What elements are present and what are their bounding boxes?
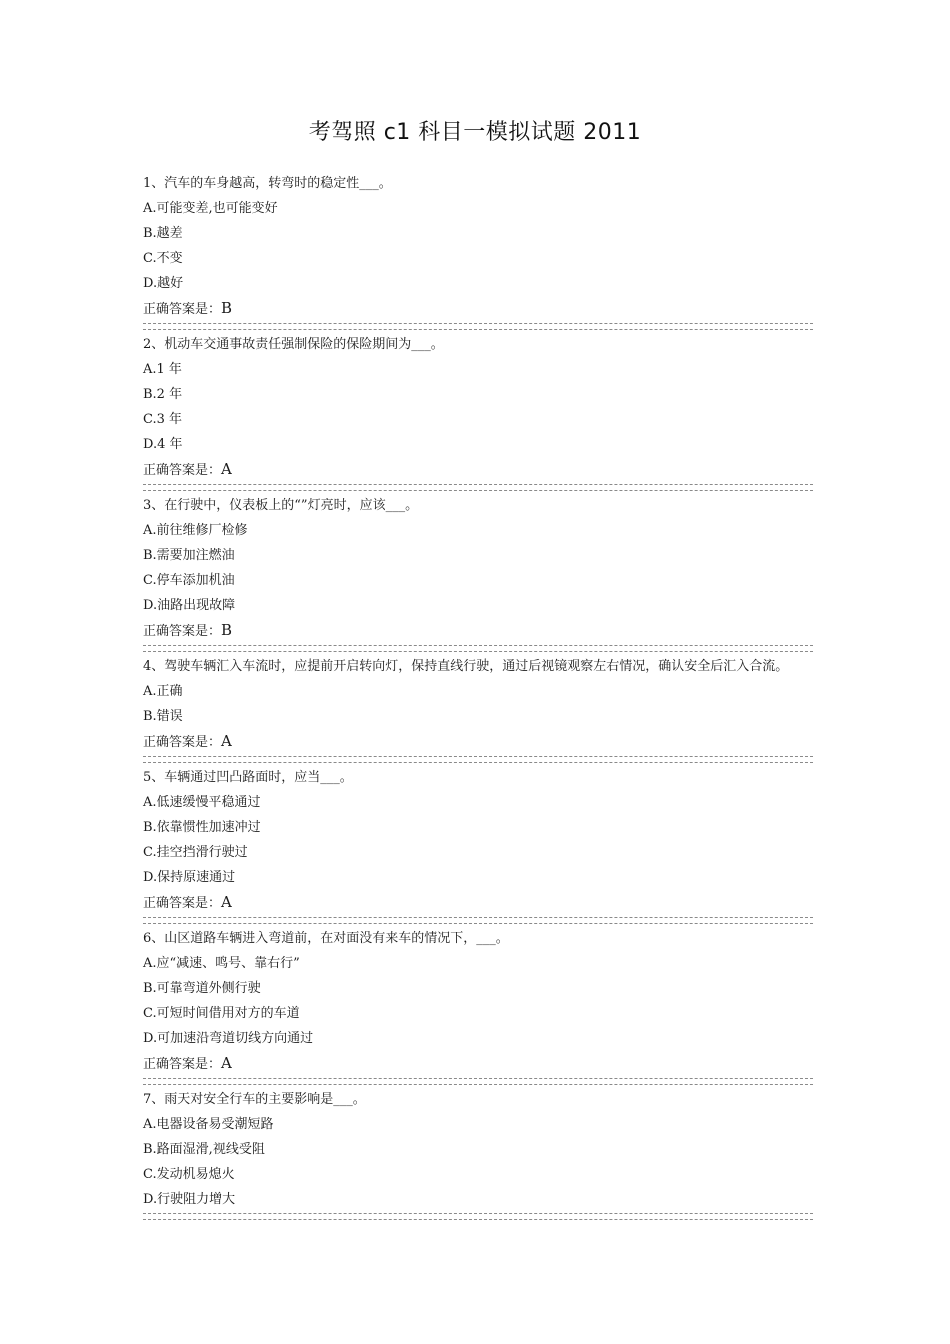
answer-option: D.行驶阻力增大 — [143, 1192, 236, 1207]
correct-answer-letter: B — [221, 299, 233, 317]
answer-option: C.发动机易熄火 — [143, 1167, 235, 1182]
correct-answer-letter: A — [221, 732, 232, 750]
answer-option: D.可加速沿弯道切线方向通过 — [143, 1031, 314, 1046]
correct-answer — [143, 890, 813, 916]
question-stem: 7、雨天对安全行车的主要影响是___。 — [143, 1092, 366, 1107]
correct-answer-letter: A — [221, 1054, 232, 1072]
answer-option: A.1 年 — [143, 362, 182, 377]
separator-line — [143, 645, 813, 652]
question-block — [143, 654, 813, 763]
question-stem: 2、机动车交通事故责任强制保险的保险期间为___。 — [143, 337, 444, 352]
separator-line — [143, 484, 813, 491]
correct-answer — [143, 729, 813, 755]
answer-option: B.需要加注燃油 — [143, 548, 235, 563]
answer-option: C.可短时间借用对方的车道 — [143, 1006, 300, 1021]
question-list — [143, 171, 813, 1222]
answer-option: A.电器设备易受潮短路 — [143, 1117, 274, 1132]
question-block — [143, 765, 813, 924]
correct-answer-label: 正确答案是： — [143, 302, 222, 317]
correct-answer-label: 正确答案是： — [143, 735, 222, 750]
separator-line — [143, 756, 813, 763]
answer-option: A.正确 — [143, 684, 183, 699]
question-block — [143, 171, 813, 330]
question-stem: 3、在行驶中，仪表板上的“”灯亮时，应该___。 — [143, 498, 419, 513]
answer-option: B.错误 — [143, 709, 183, 724]
correct-answer-label: 正确答案是： — [143, 896, 222, 911]
answer-option: D.4 年 — [143, 437, 183, 452]
correct-answer-letter: A — [221, 460, 232, 478]
answer-option: C.挂空挡滑行驶过 — [143, 845, 248, 860]
correct-answer-label: 正确答案是： — [143, 463, 222, 478]
separator-line — [143, 1213, 813, 1220]
correct-answer-letter: A — [221, 893, 232, 911]
question-block — [143, 332, 813, 491]
question-stem: 1、汽车的车身越高，转弯时的稳定性___。 — [143, 176, 392, 191]
correct-answer — [143, 457, 813, 483]
answer-option: A.应“减速、鸣号、靠右行” — [143, 956, 300, 971]
answer-option: C.停车添加机油 — [143, 573, 235, 588]
question-block — [143, 493, 813, 652]
question-block — [143, 1087, 813, 1220]
separator-line — [143, 323, 813, 330]
correct-answer — [143, 1051, 813, 1077]
correct-answer-label: 正确答案是： — [143, 624, 222, 639]
answer-option: A.前往维修厂检修 — [143, 523, 248, 538]
answer-option: B.2 年 — [143, 387, 183, 402]
answer-option: C.不变 — [143, 251, 183, 266]
answer-option: D.保持原速通过 — [143, 870, 236, 885]
answer-option: B.可靠弯道外侧行驶 — [143, 981, 261, 996]
answer-option: A.低速缓慢平稳通过 — [143, 795, 261, 810]
answer-option: D.越好 — [143, 276, 184, 291]
correct-answer — [143, 618, 813, 644]
answer-option: C.3 年 — [143, 412, 183, 427]
question-block — [143, 926, 813, 1085]
separator-line — [143, 917, 813, 924]
question-stem: 4、驾驶车辆汇入车流时，应提前开启转向灯，保持直线行驶，通过后视镜观察左右情况，确认安全后汇入合流。 — [143, 659, 789, 674]
answer-option: A.可能变差,也可能变好 — [143, 201, 278, 216]
answer-option: B.依靠惯性加速冲过 — [143, 820, 261, 835]
answer-option: B.越差 — [143, 226, 183, 241]
question-stem: 6、山区道路车辆进入弯道前，在对面没有来车的情况下，___。 — [143, 931, 509, 946]
separator-line — [143, 1078, 813, 1085]
correct-answer-label: 正确答案是： — [143, 1057, 222, 1072]
question-stem: 5、车辆通过凹凸路面时，应当___。 — [143, 770, 353, 785]
answer-option: D.油路出现故障 — [143, 598, 236, 613]
document-title: 考驾照 c1 科目一模拟试题 2011 — [308, 120, 642, 145]
answer-option: B.路面湿滑,视线受阻 — [143, 1142, 265, 1157]
correct-answer — [143, 296, 813, 322]
correct-answer-letter: B — [221, 621, 233, 639]
